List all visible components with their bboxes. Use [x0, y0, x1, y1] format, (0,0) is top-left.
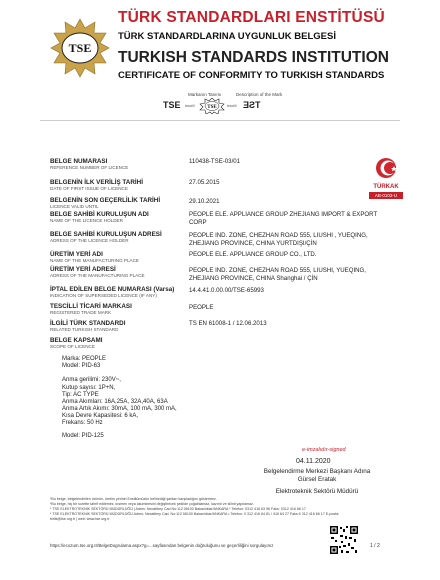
institution-title-tr: TÜRK STANDARDLARI ENSTİTÜSÜ: [118, 9, 385, 26]
field-label-en: DATE OF FIRST ISSUE OF LICENCE: [50, 186, 128, 191]
mark-caption-right: Description of the Mark: [236, 92, 283, 97]
field-value: PEOPLE ELE. APPLIANCE GROUP CO., LTD.: [189, 251, 317, 258]
tse-logo-text: TSE: [68, 41, 92, 55]
mark-tse-text: TSE: [163, 100, 181, 110]
scope-line: Anma gerilimi: 230V~,: [62, 377, 121, 383]
institution-title-en: TURKISH STANDARDS INSTITUTION: [118, 49, 389, 66]
scope-line: Model: PID-63: [62, 363, 101, 369]
field-label: BELGE SAHİBİ KURULUŞUN ADI: [50, 211, 149, 218]
field-label: TESCİLLİ TİCARİ MARKASI: [50, 303, 132, 310]
field-label-en: LICENCE VALID UNTIL: [50, 204, 99, 209]
verification-url[interactable]: https://ecozum.tse.org.tr/BelgeDogrulama.aspx?g=...sayfasından belgenin doğruluğunu ve geçerliliğini sorgulayınız: [50, 543, 274, 548]
footer-note: * TSE ELEKTROTEKNİK SEKTÖRÜ MÜDÜRLÜĞÜ Adres: Necatibey Cad. No:112 06100 Bakanlıklar/ANKARA • Telefon: 0 312 416 64 81 / 416 64 27 Faks:0 312 416 66 17 E-posta:: [50, 512, 340, 516]
field-value: PEOPLE IND. ZONE, CHEZHAN ROAD 555, LIUSHI, YUEQING, ZHEJIANG PROVINCE, CHINA Shanghai / ÇİN: [189, 267, 366, 282]
footer-note: *Bu belge, hiç bir surette tahrif edilemez, kısmen veya akuminesini değiştirecek şekilde çoğaltılamaz, kazıntı ve silinti yapılamaz.: [50, 502, 254, 506]
signature-name: Gürsel Eratak: [297, 476, 337, 483]
mark-mirrored-text: TSE: [243, 100, 261, 110]
mark-row: [163, 98, 273, 114]
scope-line: Frekans: 50 Hz: [62, 420, 103, 426]
field-label: ÜRETİM YERİ ADI: [50, 251, 103, 258]
page-number: 1 / 2: [370, 543, 380, 549]
field-value: 27.05.2015: [189, 179, 220, 186]
field-value: PEOPLE: [189, 304, 214, 311]
turkak-badge-title: TÜRKAK: [373, 184, 399, 190]
field-value: 29.10.2021: [189, 198, 220, 205]
field-value: TS EN 61008-1 / 12.06.2013: [189, 320, 267, 327]
field-label-en: REFERENCE NUMBER OF LICENCE: [50, 165, 129, 170]
scope-line: Kısa Devre Kapasitesi: 6 kA,: [62, 413, 139, 419]
turkak-badge-code: AB-0103-U: [369, 192, 403, 199]
field-label: BELGE KAPSAMI: [50, 337, 103, 344]
mark-caption-left: Markanın Tanımı: [188, 92, 222, 97]
field-label-en: NAME OF THE MANUFACTURING PLACE: [50, 258, 139, 263]
footer-note: *Bu belge, belgelendirilen ürünün, üretim yerinin Enstitümüzün belirlediği şartları karşıladığını göstermez.: [50, 497, 217, 501]
certificate-title-en: CERTIFICATE OF CONFORMITY TO TURKISH STANDARDS: [118, 70, 385, 81]
field-label: BELGE NUMARASI: [50, 158, 108, 165]
field-value: 14.4.41.0.00.00/TSE-65993: [189, 287, 264, 294]
scope-line: Kutup sayısı: 1P+N,: [62, 385, 116, 391]
header-divider: [40, 120, 400, 121]
field-label: İLGİLİ TÜRK STANDARDI: [50, 320, 126, 327]
field-label: BELGENİN İLK VERİLİŞ TARİHİ: [50, 179, 143, 186]
field-value: 110438-TSE-03/01: [189, 158, 241, 165]
field-label-en: INDICATION OF SUPERSEDED LICENCE (IF ANY): [50, 293, 157, 298]
field-value: PEOPLE ELE. APPLIANCE GROUP ZHEJIANG IMPORT & EXPORT CORP: [189, 211, 378, 226]
mark-registered-left: tescilli: [185, 104, 195, 108]
mark-tse-emblem-icon: [199, 98, 225, 114]
scope-line: Anma Artık Akımı: 30mA, 100 mA, 300 mA,: [62, 406, 177, 412]
field-label-en: ADRESS OF THE LICENCE HOLDER: [50, 238, 129, 243]
signature-title: Elektroteknik Sektörü Müdürü: [275, 488, 359, 495]
field-label: BELGENİN SON GEÇERLİLİK TARİHİ: [50, 197, 161, 204]
field-label-en: SCOPE OF LICENCE: [50, 344, 95, 349]
tse-logo: [50, 18, 110, 78]
field-label: BELGE SAHİBİ KURULUŞUN ADRESİ: [50, 231, 162, 238]
scope-line: Model: PID-125: [62, 433, 104, 439]
field-label-en: REGISTERED TRADE MARK: [50, 310, 112, 315]
scope-line: Tip: AC TYPE: [62, 392, 99, 398]
field-label-en: ADRESS OF THE MANUFACTURING PLACE: [50, 273, 145, 278]
scope-line: Anma Akımları: 16A,25A, 32A,40A, 63A: [62, 399, 168, 405]
scope-line: Marka: PEOPLE: [62, 356, 107, 362]
footer-note: * TSE ELEKTROTEKNİK SEKTÖRÜ MÜDÜRLÜĞÜ | Adres: Necatibey Cad No:112 06100 Bakanlıklar/ANKARA * Telefon: 0312 416 63 96 Faks: 0312 416 66 17: [50, 507, 306, 511]
signature-date: 04.11.2020: [296, 458, 331, 465]
certificate-title-tr: TÜRK STANDARDLARINA UYGUNLUK BELGESİ: [118, 31, 336, 42]
field-label: İPTAL EDİLEN BELGE NUMARASI (Varsa): [50, 286, 175, 293]
esign-label: e-imzalıdır-signed: [302, 447, 346, 453]
field-value: PEOPLE IND. ZONE, CHEZHAN ROAD 555, LIUSHI , YUEQING, ZHEJIANG PROVINCE, CHINA YURTDIŞI/ÇİN: [189, 232, 368, 247]
field-label-en: RELATED TURKISH STANDARD: [50, 327, 119, 332]
qr-code-icon: [329, 525, 359, 555]
mark-registered-right: tescilli: [227, 104, 237, 108]
field-label-en: NAME OF THE LICENCE HOLDER: [50, 218, 123, 223]
svg-text:TSE: TSE: [207, 105, 217, 110]
footer-note: birlik@tse.org.tr | web: www.tse.org.tr: [50, 517, 110, 521]
signature-office: Belgelendirme Merkezi Başkanı Adına: [263, 468, 371, 475]
field-label: ÜRETİM YERİ ADRESİ: [50, 266, 116, 273]
